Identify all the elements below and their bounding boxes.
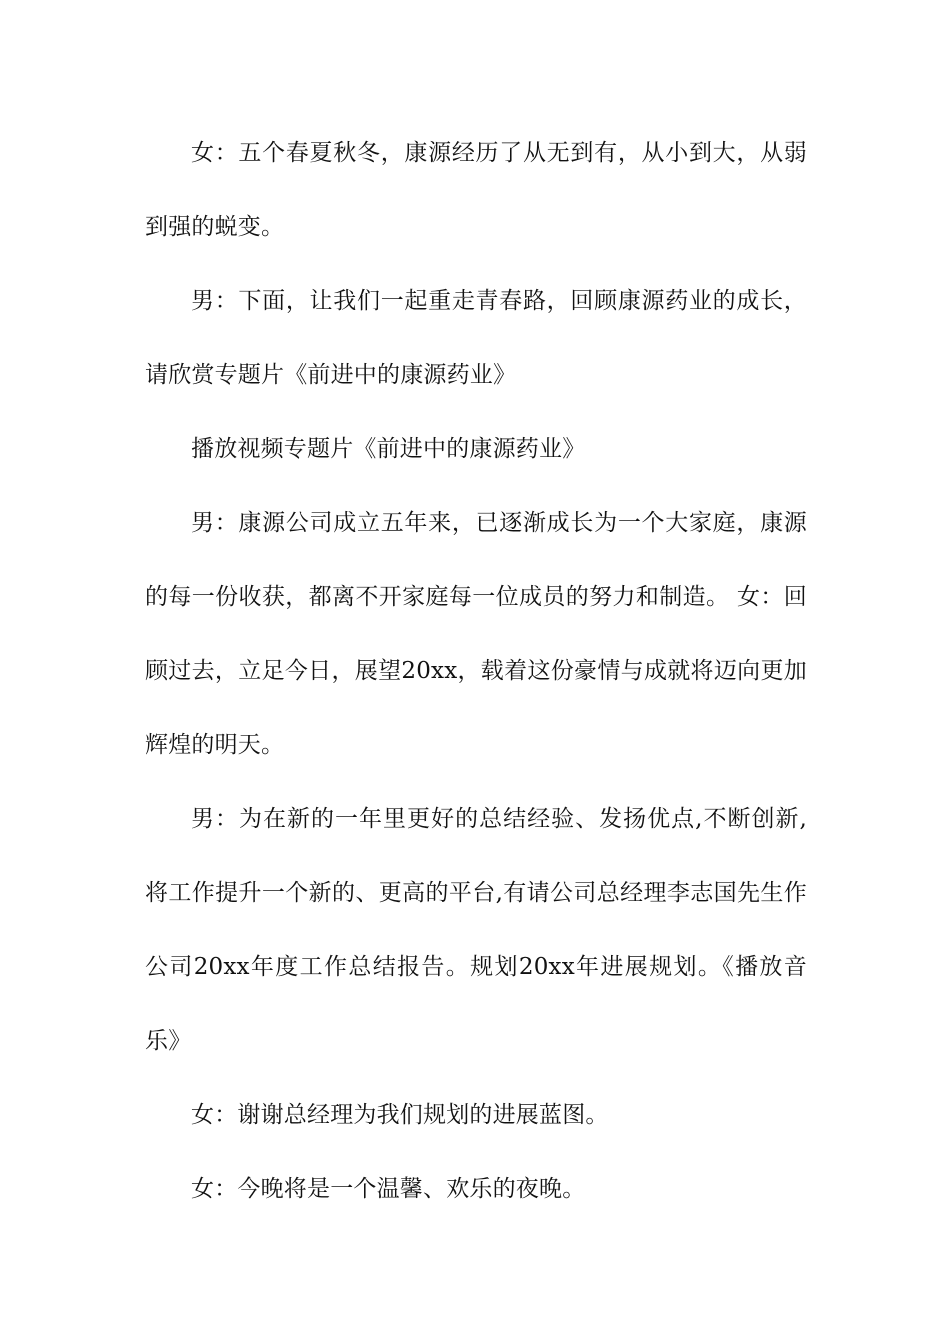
paragraph-3: 播放视频专题片《前进中的康源药业》 [191,436,586,462]
paragraph-4: 男：康源公司成立五年来，已逐渐成长为一个大家庭，康源的每一份收获，都离不开家庭每一位成员的努力和制造。 女：回顾过去，立足今日，展望20xx，载着这份豪情与成就将迈向更加辉煌的明天。 [145,510,807,758]
paragraph-5: 男：为在新的一年里更好的总结经验、发扬优点,不断创新,将工作提升一个新的、更高的平台,有请公司总经理李志国先生作公司20xx年度工作总结报告。规划20xx年进展规划。《播放音乐》 [145,806,807,1054]
paragraph-7: 女：今晚将是一个温馨、欢乐的夜晚。 [191,1176,586,1202]
paragraph-2: 男：下面，让我们一起重走青春路，回顾康源药业的成长，请欣赏专题片《前进中的康源药业》 [145,288,807,388]
paragraph-1: 女：五个春夏秋冬，康源经历了从无到有，从小到大，从弱到强的蜕变。 [145,140,807,240]
document-body [145,116,807,1226]
paragraph-6: 女：谢谢总经理为我们规划的进展蓝图。 [191,1102,609,1128]
